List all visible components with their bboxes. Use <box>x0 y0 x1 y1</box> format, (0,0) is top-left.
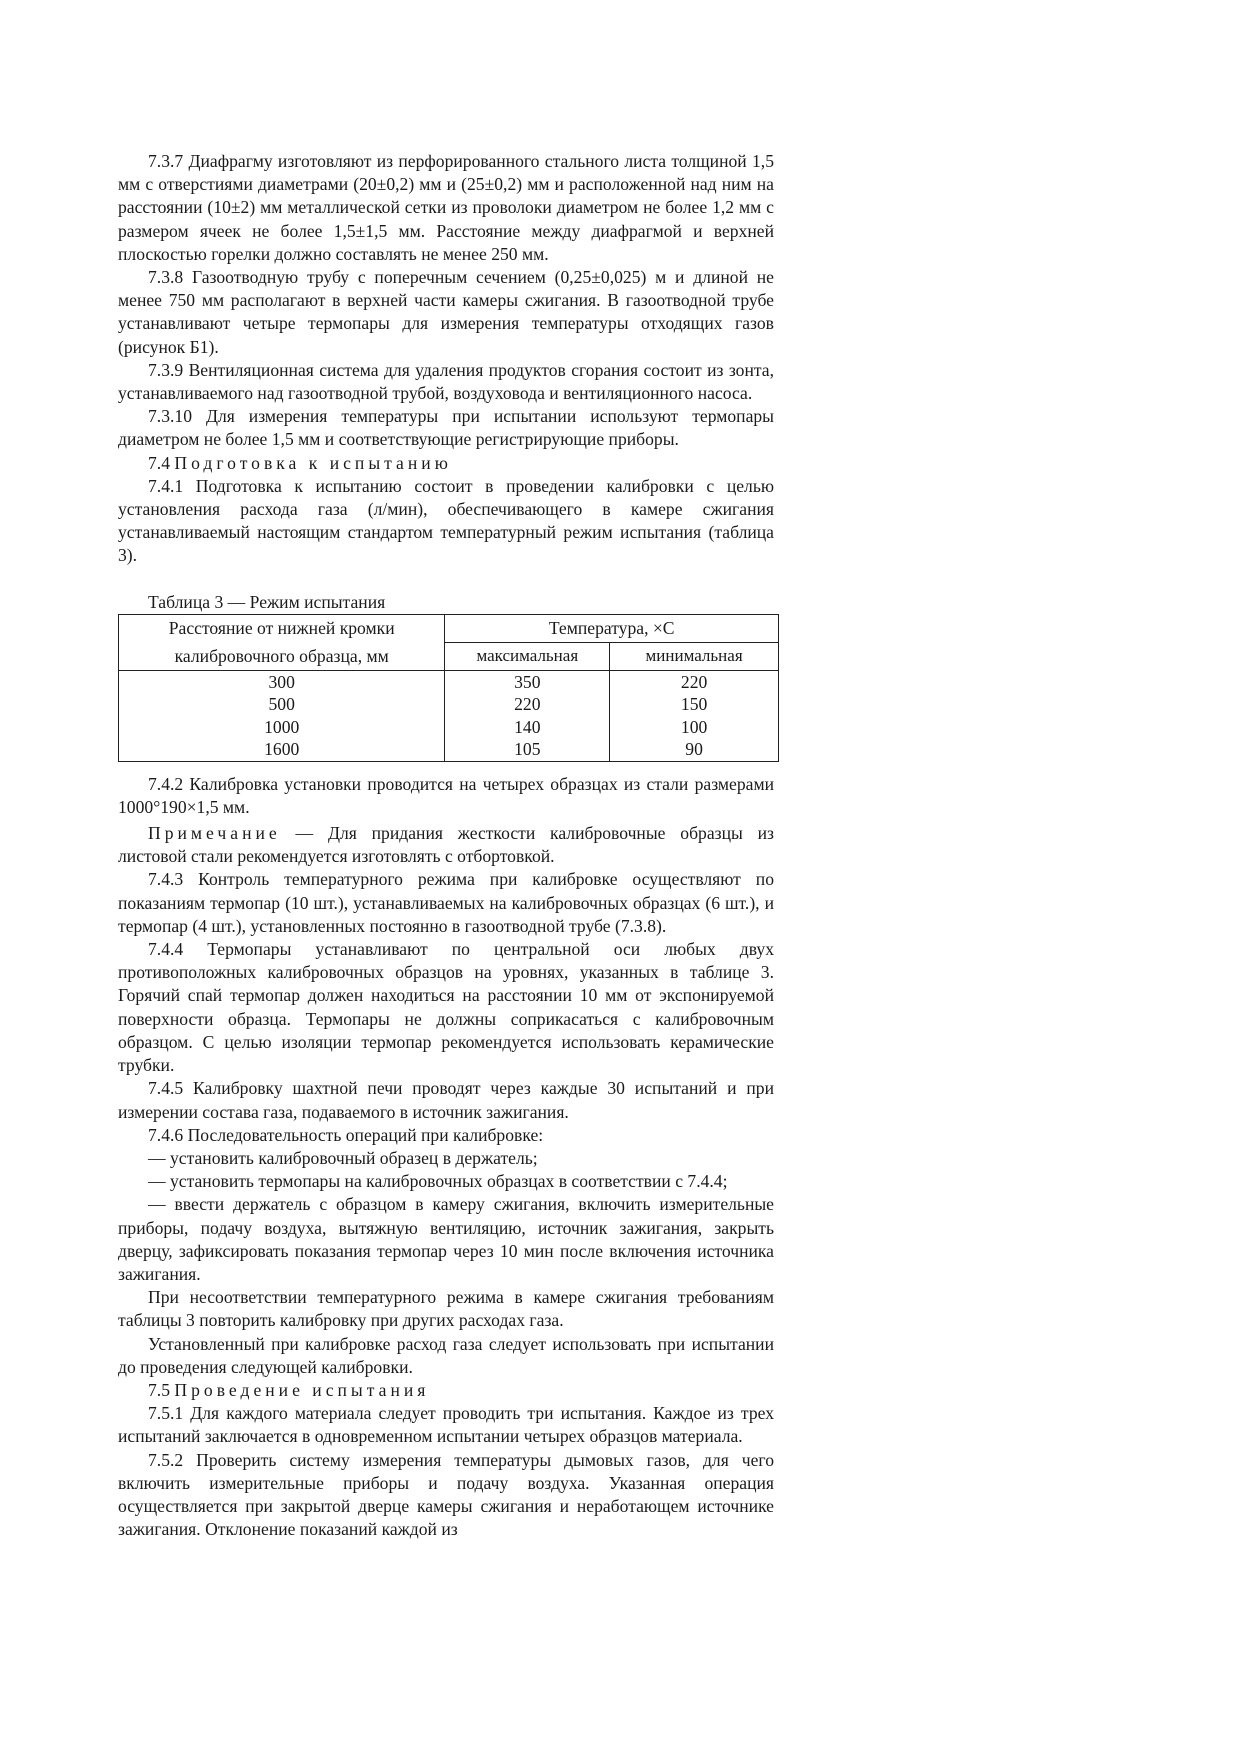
spacer <box>118 762 774 773</box>
paragraph-7-5-2: 7.5.2 Проверить систему измерения температуры дымовых газов, для чего включить измерительные приборы и подачу воздуха. Указанная операция осуществляется при закрытой дверце камеры сжигания и неработающем источнике зажигания. Отклонение показаний каждой из <box>118 1449 774 1540</box>
paragraph-7-3-8: 7.3.8 Газоотводную трубу с поперечным сечением (0,25±0,025) м и длиной не менее 750 мм располагают в верхней части камеры сжигания. В газоотводной трубе устанавливают четыре термопары для измерения температуры отходящих газов (рисунок Б1). <box>118 267 774 357</box>
cell-max: 350 <box>445 670 610 693</box>
section-title: Проведение испытания <box>174 1379 430 1400</box>
note <box>118 822 774 868</box>
test-mode-table <box>118 614 779 762</box>
section-number: 7.5 <box>148 1379 170 1400</box>
paragraph-7-4-1: 7.4.1 Подготовка к испытанию состоит в проведении калибровки с целью установления расхода газа (л/мин), обеспечивающего в камере сжигания устанавливаемый настоящим стандартом температурный режим испытания (таблица 3). <box>118 475 774 566</box>
list-item: — установить калибровочный образец в держатель; <box>148 1147 538 1168</box>
paragraph-mismatch: При несоответствии температурного режима в камере сжигания требованиям таблицы 3 повторить калибровку при других расходах газа. <box>118 1287 774 1331</box>
table-row <box>119 670 779 693</box>
header-distance-line2: калибровочного образца, мм <box>119 642 445 670</box>
list-item: — установить термопары на калибровочных образцах в соответствии с 7.4.4; <box>148 1171 728 1192</box>
cell-distance: 500 <box>119 693 445 716</box>
section-title: Подготовка к испытанию <box>174 452 452 473</box>
table-row <box>119 693 779 716</box>
table-row <box>119 738 779 761</box>
header-min: минимальная <box>610 642 779 670</box>
paragraph-7-3-9: 7.3.9 Вентиляционная система для удаления продуктов сгорания состоит из зонта, устанавливаемого над газоотводной трубой, воздуховода и вентиляционного насоса. <box>118 359 774 404</box>
paragraph-gas-flow: Установленный при калибровке расход газа следует использовать при испытании до проведения следующей калибровки. <box>118 1333 774 1377</box>
paragraph-7-4-2: 7.4.2 Калибровка установки проводится на четырех образцах из стали размерами 1000°190×1,5 мм. <box>118 773 774 817</box>
cell-min: 90 <box>610 738 779 761</box>
cell-distance: 300 <box>119 670 445 693</box>
cell-min: 150 <box>610 693 779 716</box>
table-caption: Таблица 3 — Режим испытания <box>148 591 386 612</box>
paragraph-7-4-5: 7.4.5 Калибровку шахтной печи проводят через каждые 30 испытаний и при измерении состава газа, подаваемого в источник зажигания. <box>118 1078 774 1122</box>
list-item: — ввести держатель с образцом в камеру сжигания, включить измерительные приборы, подачу воздуха, вытяжную вентиляцию, источник зажигания, закрыть дверцу, зафиксировать показания термопар через 10 мин после включения источника зажигания. <box>118 1194 774 1284</box>
section-heading-7-4 <box>118 452 774 475</box>
cell-min: 220 <box>610 670 779 693</box>
header-distance-line1: Расстояние от нижней кромки <box>119 614 445 642</box>
paragraph-7-5-1: 7.5.1 Для каждого материала следует проводить три испытания. Каждое из трех испытаний заключается в одновременном испытании четырех образцов материала. <box>118 1403 774 1447</box>
note-label: Примечание <box>148 823 281 844</box>
spacer <box>118 568 774 591</box>
paragraph-7-4-3: 7.4.3 Контроль температурного режима при калибровке осуществляют по показаниям термопар (10 шт.), устанавливаемых на калибровочных образцах (6 шт.), и термопар (4 шт.), установленных постоянно в газоотводной трубе (7.3.8). <box>118 869 774 936</box>
note-text: — Для придания жесткости калибровочные образцы из листовой стали рекомендуется изготовлять с отбортовкой. <box>118 823 774 867</box>
cell-min: 100 <box>610 716 779 739</box>
header-temperature: Температура, ×С <box>445 614 779 642</box>
cell-max: 140 <box>445 716 610 739</box>
table-row <box>119 716 779 739</box>
cell-distance: 1000 <box>119 716 445 739</box>
cell-max: 105 <box>445 738 610 761</box>
paragraph-7-3-10: 7.3.10 Для измерения температуры при испытании используют термопары диаметром не более 1,5 мм и соответствующие регистрирующие приборы. <box>118 406 774 450</box>
section-number: 7.4 <box>148 452 170 473</box>
paragraph-7-4-6: 7.4.6 Последовательность операций при калибровке: <box>148 1124 544 1145</box>
document-page <box>118 150 774 1541</box>
cell-distance: 1600 <box>119 738 445 761</box>
section-heading-7-5 <box>118 1379 774 1402</box>
paragraph-7-4-4: 7.4.4 Термопары устанавливают по центральной оси любых двух противоположных калибровочных образцов на уровнях, указанных в таблице 3. Горячий спай термопар должен находиться на расстоянии 10 мм от экспонируемой поверхности образца. Термопары не должны соприкасаться с калибровочным образцом. С целью изоляции термопар рекомендуется использовать керамические трубки. <box>118 939 774 1076</box>
cell-max: 220 <box>445 693 610 716</box>
header-max: максимальная <box>445 642 610 670</box>
paragraph-7-3-7: 7.3.7 Диафрагму изготовляют из перфорированного стального листа толщиной 1,5 мм с отверстиями диаметрами (20±0,2) мм и (25±0,2) мм и расположенной над ним на расстоянии (10±2) мм металлической сетки из проволоки диаметром не более 1,2 мм с размером ячеек не более 1,5±1,5 мм. Расстояние между диафрагмой и верхней плоскостью горелки должно составлять не менее 250 мм. <box>118 151 774 264</box>
